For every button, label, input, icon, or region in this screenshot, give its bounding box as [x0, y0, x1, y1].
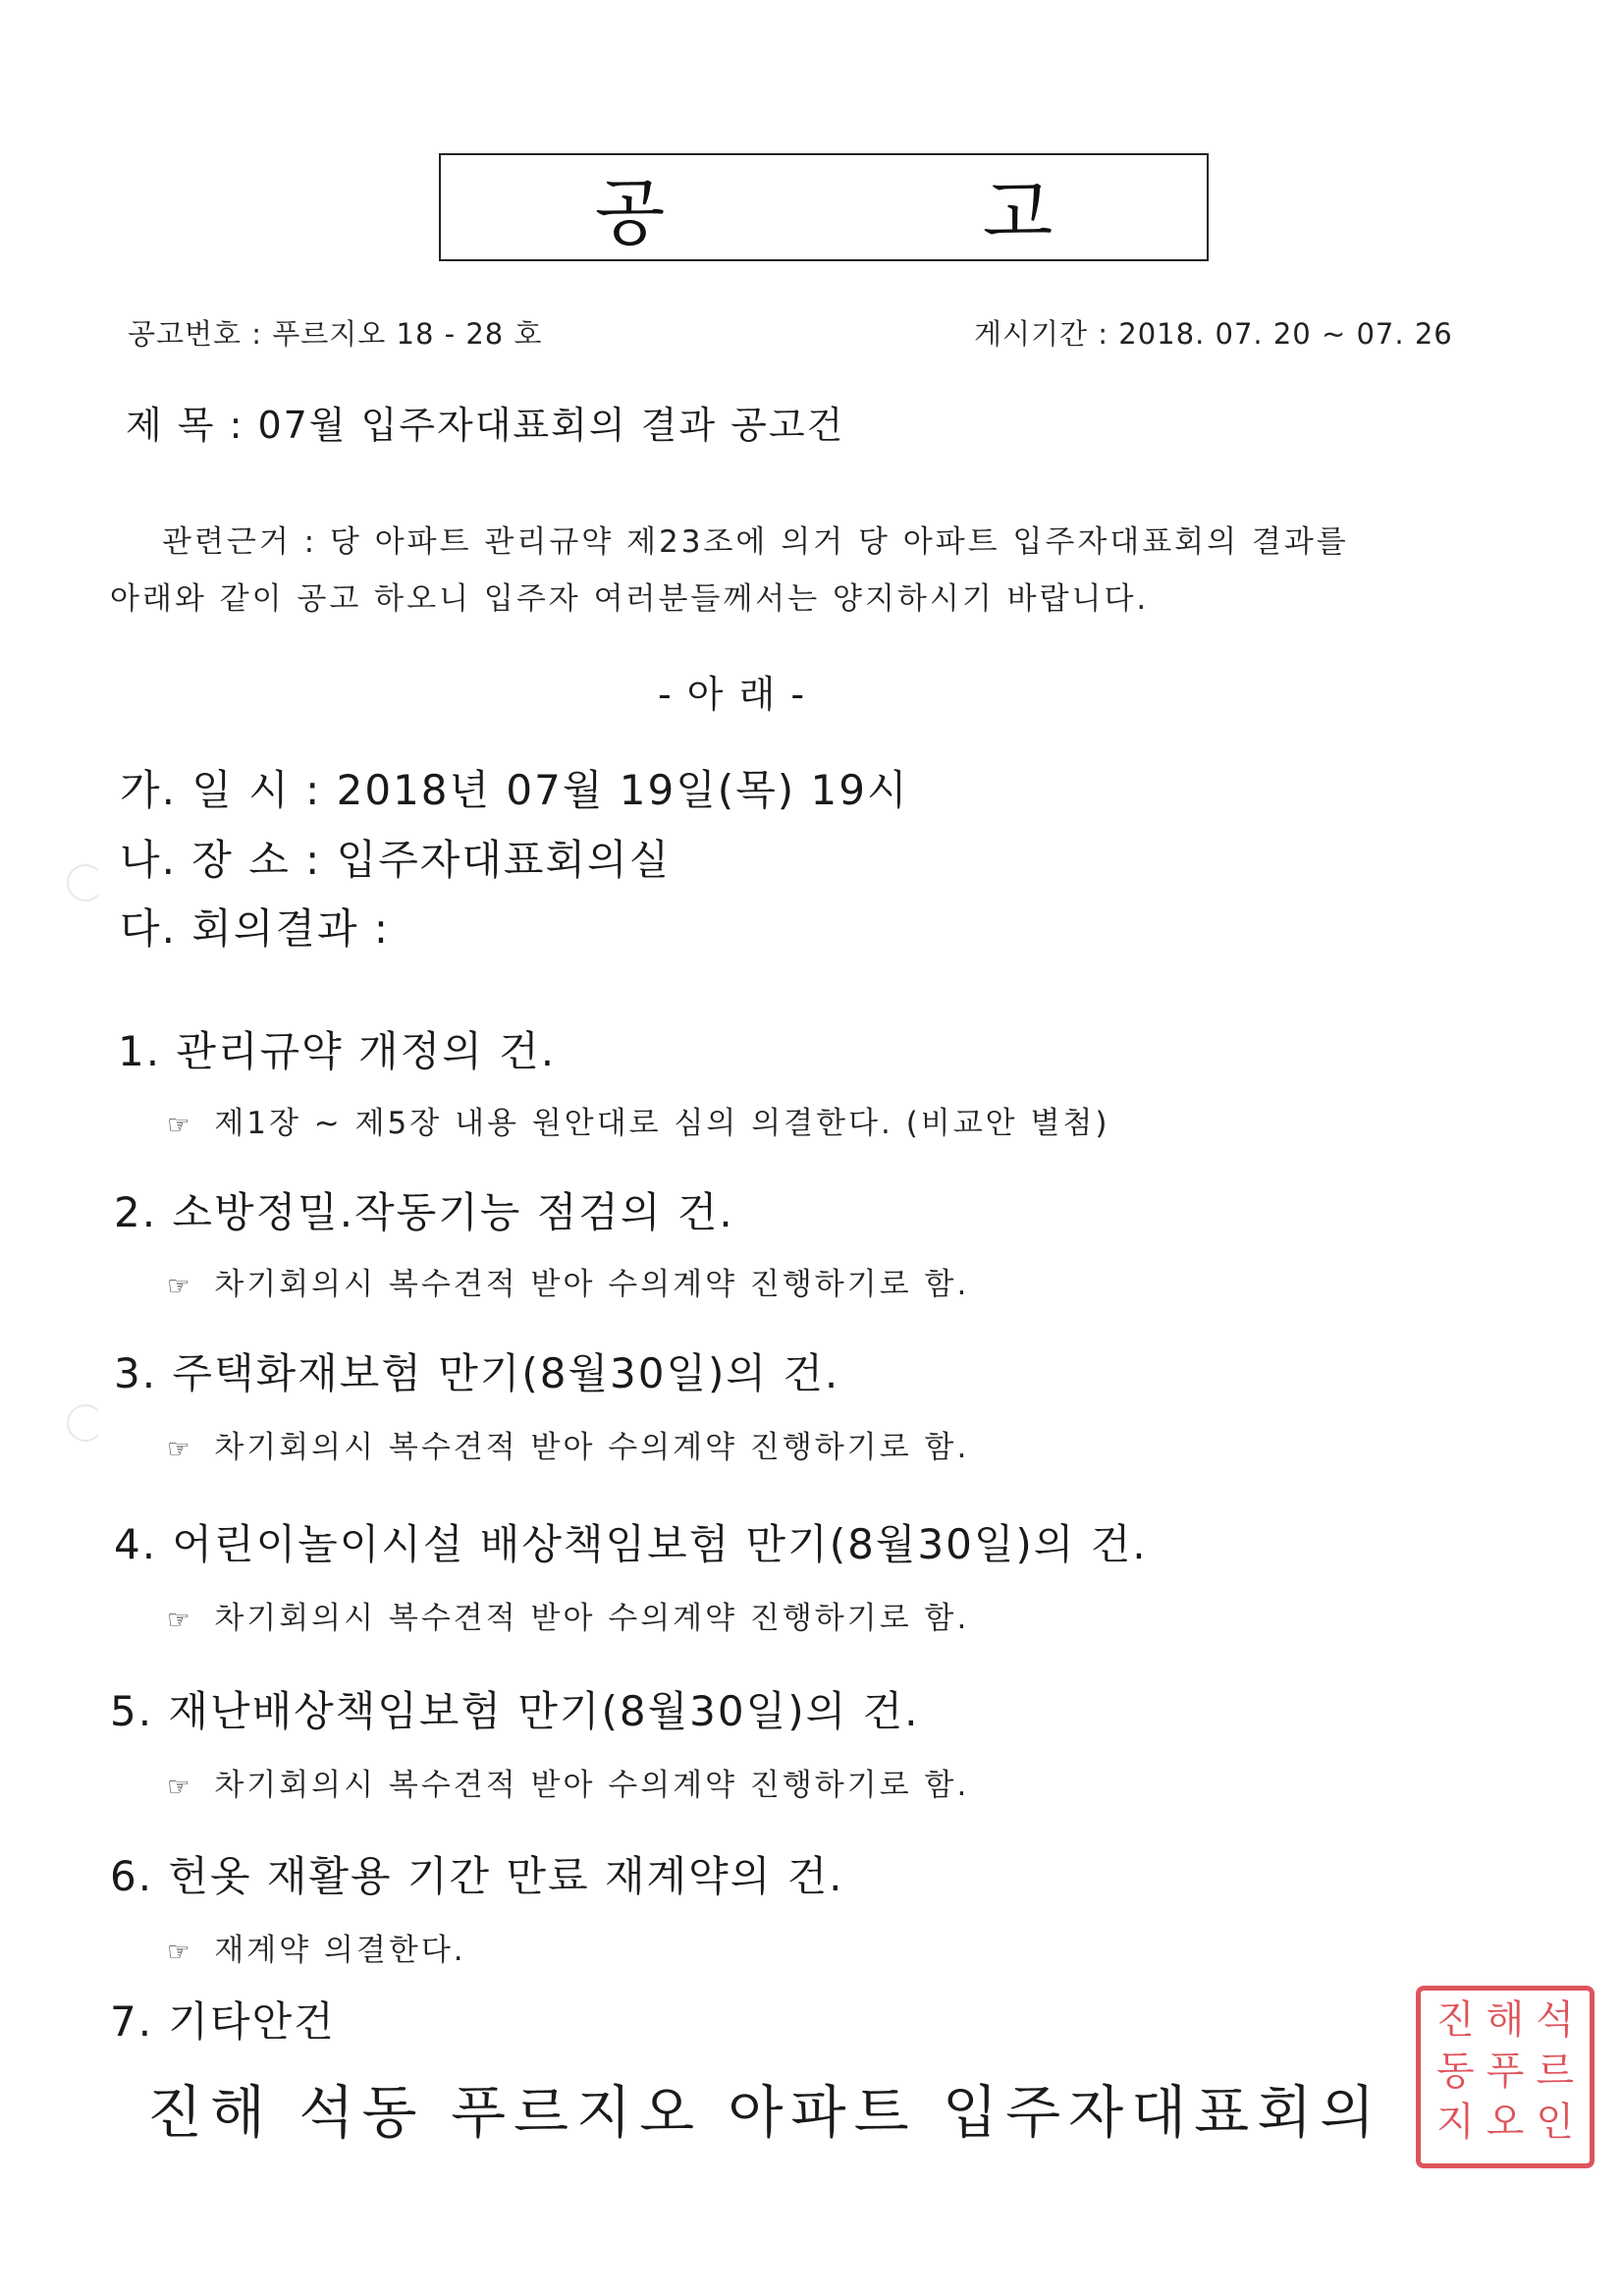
subject: 제 목 : 07월 입주자대표회의 결과 공고건	[126, 404, 845, 447]
seal-char: 인	[1536, 2100, 1574, 2145]
hand-pointer-icon: ☞	[167, 1606, 193, 1635]
hand-pointer-icon: ☞	[167, 1773, 193, 1802]
item-heading: 3. 주택화재보험 만기(8월30일)의 건.	[114, 1349, 840, 1397]
punch-hole-mark	[67, 1404, 104, 1442]
hand-pointer-icon: ☞	[167, 1111, 193, 1140]
item-detail	[167, 1593, 969, 1637]
item-detail	[167, 1925, 466, 1969]
title-box	[439, 153, 1209, 261]
item-detail-text: 제1장 ~ 제5장 내용 원안대로 심의 의결한다. (비교안 별첨)	[214, 1106, 1110, 1141]
item-heading: 1. 관리규약 개정의 건.	[118, 1027, 557, 1075]
punch-hole-mark	[67, 864, 104, 902]
item-heading: 4. 어린이놀이시설 배상책임보험 만기(8월30일)의 건.	[114, 1520, 1148, 1568]
document-title: 공 고	[594, 171, 1201, 255]
hand-pointer-icon: ☞	[167, 1938, 193, 1967]
posting-period: 게시기간 : 2018. 07. 20 ~ 07. 26	[974, 317, 1453, 351]
item-detail-text: 차기회의시 복수견적 받아 수의계약 진행하기로 함.	[214, 1768, 970, 1803]
seal-char: 오	[1486, 2100, 1525, 2145]
official-seal	[1416, 1986, 1595, 2168]
seal-char: 진	[1436, 1997, 1475, 2043]
item-heading: 2. 소방정밀.작동기능 점검의 건.	[114, 1188, 734, 1236]
seal-char: 석	[1536, 1997, 1574, 2043]
item-detail-text: 차기회의시 복수견적 받아 수의계약 진행하기로 함.	[214, 1601, 970, 1636]
item-heading: 5. 재난배상책임보험 만기(8월30일)의 건.	[110, 1687, 920, 1735]
item-detail	[167, 1760, 969, 1804]
item-detail-text: 차기회의시 복수견적 받아 수의계약 진행하기로 함.	[214, 1430, 970, 1465]
seal-char: 르	[1536, 2049, 1574, 2094]
item-detail	[167, 1422, 969, 1466]
meeting-datetime: 가. 일 시 : 2018년 07월 19일(목) 19시	[120, 766, 909, 814]
hand-pointer-icon: ☞	[167, 1435, 193, 1464]
item-heading: 7. 기타안건	[110, 1997, 336, 2046]
arae-heading: - 아 래 -	[658, 673, 807, 716]
seal-char: 푸	[1486, 2049, 1525, 2094]
item-detail-text: 차기회의시 복수견적 받아 수의계약 진행하기로 함.	[214, 1267, 970, 1302]
item-detail	[167, 1259, 969, 1303]
body-line-1: 관련근거 : 당 아파트 관리규약 제23조에 의거 당 아파트 입주자대표회의 결과를	[162, 524, 1349, 560]
hand-pointer-icon: ☞	[167, 1272, 193, 1301]
seal-char: 해	[1486, 1997, 1525, 2043]
item-detail	[167, 1098, 1109, 1142]
body-line-2: 아래와 같이 공고 하오니 입주자 여러분들께서는 양지하시기 바랍니다.	[110, 581, 1150, 617]
item-heading: 6. 헌옷 재활용 기간 만료 재계약의 건.	[110, 1852, 844, 1900]
item-detail-text: 재계약 의결한다.	[214, 1933, 466, 1968]
seal-char: 지	[1436, 2100, 1475, 2145]
notice-number: 공고번호 : 푸르지오 18 - 28 호	[128, 317, 543, 351]
meeting-results-label: 다. 회의결과 :	[120, 904, 391, 953]
meeting-place: 나. 장 소 : 입주자대표회의실	[120, 836, 672, 884]
organization-name: 진해 석동 푸르지오 아파트 입주자대표회의	[147, 2079, 1383, 2146]
seal-char: 동	[1436, 2049, 1475, 2094]
